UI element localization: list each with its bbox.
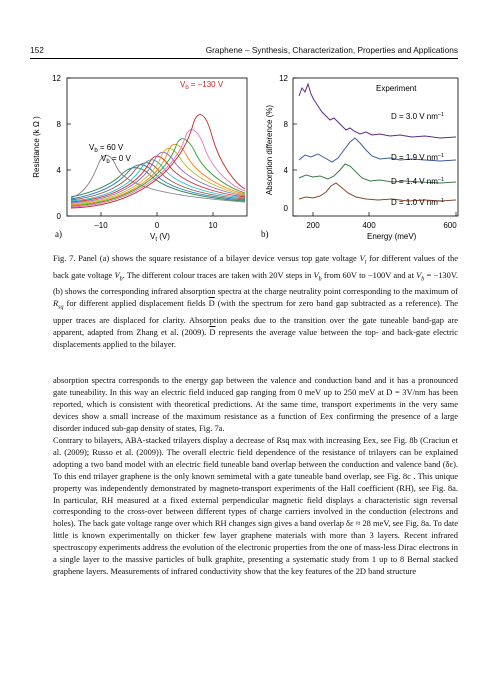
b-xlabel: Energy (meV) (367, 232, 417, 241)
b-field-1.9: D = 1.9 V $nm^{-1}$ (391, 153, 445, 162)
a-ytick-0: 0 (56, 212, 61, 221)
b-ytick-0: 0 (283, 204, 288, 213)
panel-b (261, 74, 458, 241)
b-xtick-400: 400 (362, 221, 376, 230)
a-xtick-neg10: –10 (94, 221, 108, 230)
b-ytick-8: 8 (283, 120, 288, 129)
b-legend-experiment: Experiment (376, 84, 417, 93)
body-paragraph-2: Contrary to bilayers, ABA-stacked trilayers display a decrease of Rsq max with increasing Eex, see Fig. 8b (Craciun et al. (2009); Russo et al. (2009)). The overall electric field dependence of the resistance of trilayers can be explained adopting a two band model with an electric field tuneable band overlap between the conduction and valence band (δε). To this end trilayer graphene is the only known semimetal with a gate tuneable band overlap, see Fig. 8c . This unique property was independently demonstrated by magneto-transport experiments of the Hall coefficient (RH), see Fig. 8a. In particular, RH measured at a fixed external perpendicular magnetic field displays a characteristic sign reversal corresponding to the cross-over between different types of charge carriers involved in the conduction (electrons and holes). The back gate voltage range over which RH changes sign gives a band overlap δε ≈ 28 meV, see Fig. 8a. To date little is known experimentally on thicker few layer graphene materials with more than 3 layers. Recent infrared spectroscopy experiments address the evolution of the electronic properties from the one of mass-less Dirac electrons in a single layer to the massive particles of bulk graphite, presenting a systematic study from 1 up to 8 Bernal stacked graphene layers. Measurements of infrared conductivity show that the key features of the 2D band structure (53, 434, 458, 577)
panel-b-frame (293, 78, 458, 216)
a-xtick-10: 10 (208, 221, 218, 230)
page-number: 152 (30, 45, 44, 55)
caption-fig-label: Fig. 7. (53, 253, 76, 263)
b-field-1.0: D = 1.0 V $nm^{-1}$ (391, 198, 445, 207)
b-panel-label: b) (261, 229, 269, 239)
b-xtick-200: 200 (306, 221, 320, 230)
b-field-1.4: D = 1.4 V $nm^{-1}$ (391, 177, 445, 186)
running-title: Graphene – Synthesis, Characterization, Properties and Applications (205, 45, 458, 55)
b-ytick-12: 12 (279, 74, 288, 83)
a-annot-vb-0: $V_b = 0$ V (101, 154, 131, 165)
body-text (53, 375, 458, 578)
b-ylabel: Absorption difference (%) (265, 104, 274, 196)
figure-caption: Fig. 7. Panel (a) shows the square resistance of a bilayer device versus top gate voltage $V_t$ for different values of the back gate voltage $V_b$. The different colour traces are taken with 20V steps in $V_b$ from 60V to −100V and at $V_b = -130V$. (b) shows the corresponding infrared absorption spectra at the charge neutrality point corresponding to the maximum of $R_{sq}$ for different applied displacement fields $\overline{D}$ (with the spectrum for zero band gap subtracted as a reference). The upper traces are displaced for clarity. Absorption peaks due to the transition over the gate tuneable band-gap are apparent, adapted from Zhang et al. (2009). $\overline{D}$ represents the average value between the top- and back-gate electric displacements applied to the bilayer. (53, 253, 458, 349)
a-ylabel: Resistance (k Ω ) (32, 116, 41, 178)
a-xlabel: $V_t$ (V) (150, 232, 170, 243)
a-xtick-0: 0 (154, 221, 160, 230)
a-traces (71, 115, 245, 208)
body-paragraph-1: absorption spectra corresponds to the energy gap between the valence and conduction band and it has a pronounced gate tuneability. In this way an electric field induced gap ranging from 0 meV up to 250 meV at D = 3V/nm has been reported, which is consistent with theoretical predictions. At the same time, transport experiments in the very same devices show a small increase of the maximum resistance as a function of Eex confirming the presence of a large disorder induced sub-gap density of states, Fig. 7a. (53, 375, 458, 433)
a-annot-vb-130: $V_b = -130$ V (180, 80, 224, 91)
a-panel-label: a) (55, 229, 62, 239)
a-ytick-4: 4 (56, 166, 61, 175)
b-xtick-600: 600 (443, 221, 457, 230)
panel-a (32, 74, 247, 243)
a-ytick-12: 12 (52, 74, 61, 83)
a-ytick-8: 8 (56, 120, 61, 129)
b-field-3.0: D = 3.0 V $nm^{-1}$ (391, 112, 445, 121)
b-field-labels (391, 112, 444, 207)
a-annot-vb-60: $V_b = 60$ V (89, 143, 124, 154)
b-ytick-4: 4 (283, 166, 288, 175)
